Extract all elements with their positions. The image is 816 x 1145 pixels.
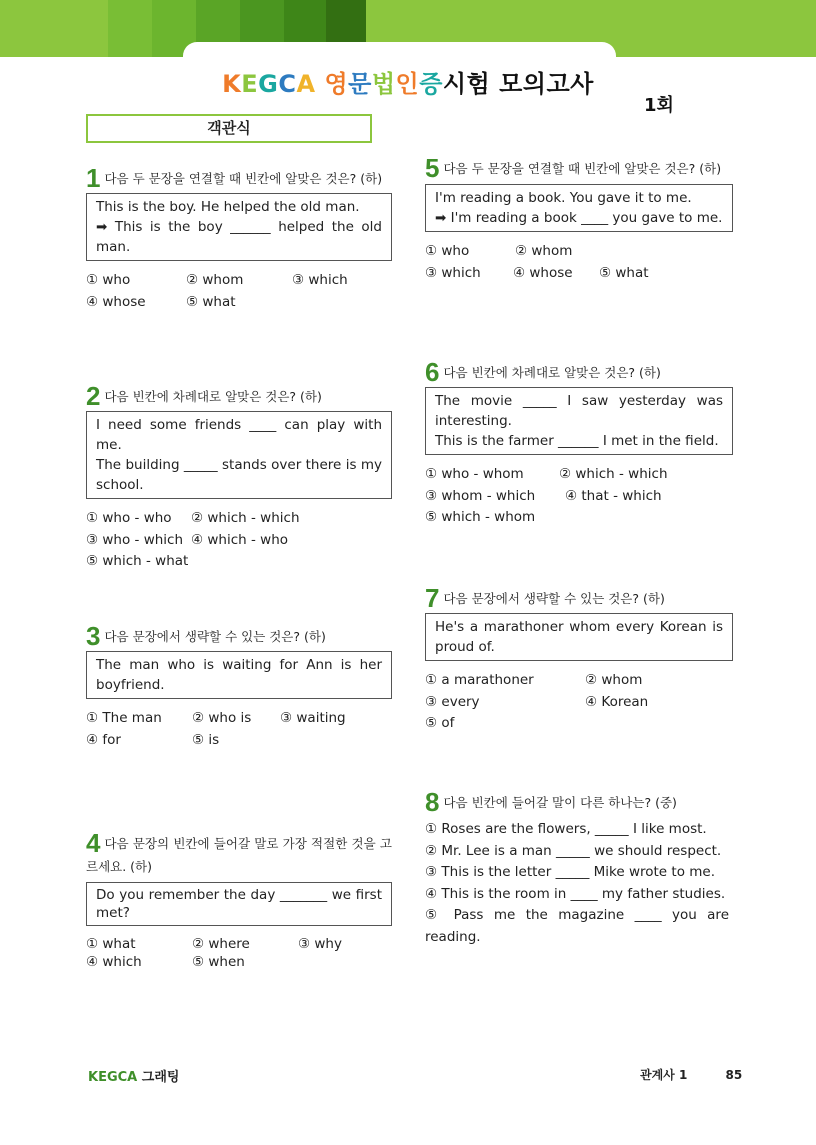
option[interactable]: ② Mr. Lee is a man _____ we should respect. <box>425 842 722 859</box>
box-line: Do you remember the day _______ we first met? <box>96 887 382 921</box>
round-label: 1회 <box>644 95 674 116</box>
question-number: 6 <box>425 357 440 387</box>
question-header <box>425 153 733 183</box>
footer-brand-suffix: 그래팅 <box>141 1070 180 1085</box>
option[interactable]: ⑤ when <box>192 954 245 970</box>
question-6 <box>425 357 733 529</box>
box-line: I'm reading a book. You gave it to me. <box>435 190 692 206</box>
option[interactable]: ④ for <box>86 731 121 748</box>
question-7 <box>425 583 733 735</box>
options <box>425 464 733 529</box>
option[interactable]: ③ waiting <box>280 710 346 726</box>
title-letter: A <box>296 70 316 98</box>
box-line: I need some friends ____ can play with me. <box>96 417 382 453</box>
option[interactable]: ① what <box>86 936 136 952</box>
question-prompt: 다음 두 문장을 연결할 때 빈칸에 알맞은 것은? (하) <box>443 161 722 176</box>
question-box <box>86 411 392 499</box>
option[interactable]: ③ who - which <box>86 531 184 548</box>
question-8 <box>425 787 729 948</box>
question-prompt: 다음 빈칸에 들어갈 말이 다른 하나는? (중) <box>443 795 677 810</box>
option[interactable]: ② whom <box>515 243 573 259</box>
question-number: 1 <box>86 163 101 193</box>
option[interactable]: ③ which <box>292 272 348 288</box>
title-word: 법 <box>371 70 396 98</box>
question-number: 4 <box>86 828 101 858</box>
options <box>425 670 733 735</box>
option[interactable]: ⑤ what <box>599 264 649 281</box>
title-letter: C <box>278 70 297 98</box>
question-prompt: 다음 문장의 빈칸에 들어갈 말로 가장 적절한 것을 고르세요. (하) <box>86 836 392 874</box>
page-title <box>0 64 816 99</box>
title-word: 영 <box>324 70 349 98</box>
option[interactable]: ④ whose <box>86 293 146 310</box>
option[interactable]: ④ whose <box>513 264 573 281</box>
box-line: He's a marathoner whom every Korean is proud of. <box>435 619 723 655</box>
question-prompt: 다음 두 문장을 연결할 때 빈칸에 알맞은 것은? (하) <box>104 171 383 186</box>
options <box>86 508 392 573</box>
question-header <box>425 787 729 817</box>
footer-brand <box>88 1066 179 1085</box>
option[interactable]: ④ Korean <box>585 693 649 710</box>
question-2 <box>86 381 392 573</box>
question-number: 7 <box>425 583 440 613</box>
question-1 <box>86 163 392 313</box>
option[interactable]: ④ that - which <box>565 487 662 504</box>
title-word: 증 <box>419 70 443 98</box>
question-header <box>425 357 733 387</box>
title-word: 인 <box>395 70 420 98</box>
options <box>86 708 392 751</box>
box-line: ➡ I'm reading a book ____ you gave to me. <box>435 210 723 226</box>
question-prompt: 다음 빈칸에 차례대로 알맞은 것은? (하) <box>104 389 322 404</box>
question-header <box>86 163 392 193</box>
options <box>86 270 392 313</box>
question-4 <box>86 828 392 971</box>
title-rest: 시험 모의고사 <box>442 70 594 98</box>
option[interactable]: ③ every <box>425 693 480 710</box>
option[interactable]: ⑤ what <box>186 293 236 310</box>
question-box <box>86 882 392 926</box>
option[interactable]: ① Roses are the flowers, _____ I like most. <box>425 821 707 837</box>
options <box>86 935 392 971</box>
question-header <box>86 621 392 651</box>
question-box <box>425 184 733 232</box>
box-line: The building _____ stands over there is my school. <box>96 457 382 493</box>
option[interactable]: ① who - who <box>86 510 172 526</box>
header-block <box>108 0 152 57</box>
question-number: 8 <box>425 787 440 817</box>
question-5 <box>425 153 733 284</box>
box-line: This is the boy. He helped the old man. <box>96 199 360 215</box>
option[interactable]: ④ which <box>86 954 142 970</box>
option[interactable]: ② whom <box>585 672 643 688</box>
question-prompt: 다음 빈칸에 차례대로 알맞은 것은? (하) <box>443 365 661 380</box>
option[interactable]: ⑤ of <box>425 715 455 731</box>
option[interactable]: ⑤ Pass me the magazine ____ you are reading. <box>425 907 729 945</box>
option[interactable]: ③ which <box>425 264 481 281</box>
option[interactable]: ② which - which <box>191 510 300 526</box>
box-line: The man who is waiting for Ann is her boyfriend. <box>96 657 382 693</box>
option[interactable]: ④ which - who <box>191 531 289 548</box>
question-box <box>425 613 733 661</box>
option[interactable]: ① a marathoner <box>425 672 534 688</box>
option[interactable]: ③ whom - which <box>425 487 536 504</box>
question-box <box>86 651 392 699</box>
title-word: 문 <box>348 70 372 98</box>
footer-series: 관계사 1 <box>640 1068 688 1082</box>
question-prompt: 다음 문장에서 생략할 수 있는 것은? (하) <box>104 629 326 644</box>
question-box <box>425 387 733 455</box>
title-letter: K <box>222 70 242 98</box>
option[interactable]: ⑤ which - what <box>86 553 189 569</box>
box-line: The movie _____ I saw yesterday was interesting. <box>435 393 723 429</box>
option[interactable]: ⑤ is <box>192 731 220 748</box>
option[interactable]: ③ why <box>298 936 342 952</box>
title-letter: E <box>241 70 259 98</box>
options <box>425 241 733 284</box>
footer-info <box>640 1066 742 1083</box>
option[interactable]: ① who <box>86 272 131 288</box>
section-label: 객관식 <box>86 114 372 143</box>
question-header <box>86 828 392 878</box>
option[interactable]: ③ This is the letter _____ Mike wrote to me. <box>425 864 715 880</box>
question-box <box>86 193 392 261</box>
box-line: This is the farmer ______ I met in the field. <box>435 433 719 449</box>
question-3 <box>86 621 392 751</box>
question-number: 3 <box>86 621 101 651</box>
option[interactable]: ④ This is the room in ____ my father studies. <box>425 885 726 902</box>
footer-brand-name: KEGCA <box>88 1070 138 1085</box>
option[interactable]: ② who is <box>192 710 252 726</box>
question-number: 5 <box>425 153 440 183</box>
question-prompt: 다음 문장에서 생략할 수 있는 것은? (하) <box>443 591 665 606</box>
option[interactable]: ① The man <box>86 710 162 726</box>
page-number: 85 <box>725 1068 743 1082</box>
option[interactable]: ② where <box>192 936 250 952</box>
option-list <box>425 819 729 948</box>
option[interactable]: ① who <box>425 243 470 259</box>
box-line: ➡ This is the boy ______ helped the old man. <box>96 219 382 255</box>
question-header <box>425 583 733 613</box>
option[interactable]: ⑤ which - whom <box>425 509 536 525</box>
option[interactable]: ② whom <box>186 272 244 288</box>
question-number: 2 <box>86 381 101 411</box>
title-letter: G <box>258 70 279 98</box>
question-header <box>86 381 392 411</box>
option[interactable]: ② which - which <box>559 466 668 482</box>
option[interactable]: ① who - whom <box>425 466 524 482</box>
